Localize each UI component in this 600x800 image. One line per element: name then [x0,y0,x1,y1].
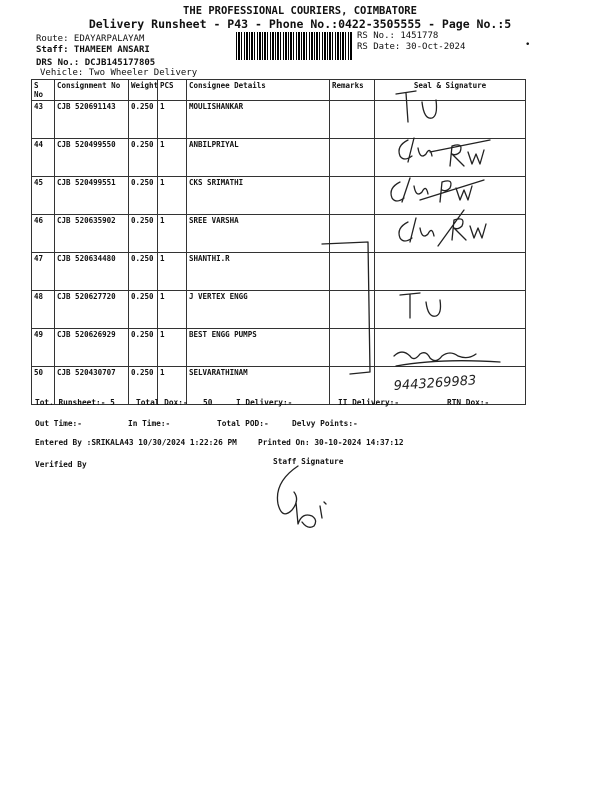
cell-seal [375,215,526,253]
cell-remarks [330,215,375,253]
col-header-sno: S No [32,80,55,101]
cell-remarks [330,253,375,291]
cell-weight: 0.250 [129,329,158,367]
ii-delivery: II Delivery:- [338,398,400,407]
cell-pcs: 1 [158,139,187,177]
cell-sno: 48 [32,291,55,329]
cell-consignee: SELVARATHINAM [187,367,330,405]
cell-seal [375,177,526,215]
cell-remarks [330,177,375,215]
cell-consignment: CJB 520626929 [55,329,129,367]
cell-weight: 0.250 [129,367,158,405]
table-row [32,139,526,177]
runsheet-title: Delivery Runsheet - P43 - Phone No.:0422-3505555 - Page No.:5 [88,17,512,31]
rs-number: RS No.: 1451778 [357,31,439,41]
runsheet-table [31,79,526,405]
cell-sno: 50 [32,367,55,405]
staff-signature-mark [268,462,348,532]
cell-consignee: J VERTEX ENGG [187,291,330,329]
i-delivery: I Delivery:- [236,398,293,407]
cell-pcs: 1 [158,367,187,405]
cell-consignee: BEST ENGG PUMPS [187,329,330,367]
cell-pcs: 1 [158,291,187,329]
rs-date: RS Date: 30-Oct-2024 [357,42,466,52]
col-header-consignee: Consignee Details [187,80,330,101]
cell-seal [375,101,526,139]
cell-consignee: SREE VARSHA [187,215,330,253]
handwritten-phone: 9443269983 [393,373,477,394]
cell-weight: 0.250 [129,177,158,215]
cell-weight: 0.250 [129,215,158,253]
cell-remarks [330,329,375,367]
verified-by: Verified By [35,460,87,469]
table-row [32,101,526,139]
cell-weight: 0.250 [129,101,158,139]
cell-seal [375,291,526,329]
company-name: THE PROFESSIONAL COURIERS, COIMBATORE [183,5,417,17]
cell-consignment: CJB 520691143 [55,101,129,139]
cell-consignee: CKS SRIMATHI [187,177,330,215]
drs-number: DRS No.: DCJB145177805 [36,58,156,68]
cell-sno: 43 [32,101,55,139]
total-dox-value: 50 [203,398,213,407]
cell-consignment: CJB 520430707 [55,367,129,405]
cell-sno: 49 [32,329,55,367]
cell-consignment: CJB 520634480 [55,253,129,291]
staff: Staff: THAMEEM ANSARI [36,45,150,55]
table-row [32,329,526,367]
cell-sno: 44 [32,139,55,177]
rtn-dox: RTN Dox:- [447,398,490,407]
printed-on: Printed On: 30-10-2024 14:37:12 [258,438,404,447]
cell-weight: 0.250 [129,253,158,291]
delvy-points: Delvy Points:- [292,419,358,428]
cell-weight: 0.250 [129,139,158,177]
route: Route: EDAYARPALAYAM [36,34,145,44]
col-header-pcs: PCS [158,80,187,101]
table-row [32,291,526,329]
entered-by: Entered By :SRIKALA43 10/30/2024 1:22:26 PM [35,438,237,447]
cell-sno: 46 [32,215,55,253]
cell-sno: 45 [32,177,55,215]
stray-mark: • [525,40,531,50]
out-time: Out Time:- [35,419,82,428]
cell-remarks [330,139,375,177]
cell-consignment: CJB 520499551 [55,177,129,215]
cell-consignment: CJB 520635902 [55,215,129,253]
tot-runsheet: Tot. Runsheet:- 5 [35,398,115,407]
cell-seal [375,139,526,177]
cell-weight: 0.250 [129,291,158,329]
col-header-consignment: Consignment No [55,80,129,101]
table-row [32,215,526,253]
vehicle: Vehicle: Two Wheeler Delivery [40,68,198,78]
total-dox: Total Dox:- [136,398,188,407]
col-header-weight: Weight [129,80,158,101]
cell-seal [375,329,526,367]
cell-consignment: CJB 520627720 [55,291,129,329]
in-time: In Time:- [128,419,171,428]
cell-pcs: 1 [158,329,187,367]
cell-remarks [330,101,375,139]
barcode [236,32,352,60]
cell-pcs: 1 [158,215,187,253]
cell-pcs: 1 [158,253,187,291]
cell-sno: 47 [32,253,55,291]
cell-remarks [330,291,375,329]
staff-signature-label: Staff Signature [273,457,344,466]
table-header-row [32,80,526,101]
cell-seal [375,253,526,291]
table-row [32,177,526,215]
cell-consignment: CJB 520499550 [55,139,129,177]
cell-pcs: 1 [158,101,187,139]
table-row [32,253,526,291]
total-pod: Total POD:- [217,419,269,428]
cell-consignee: MOULISHANKAR [187,101,330,139]
col-header-seal: Seal & Signature [375,80,526,101]
cell-consignee: ANBILPRIYAL [187,139,330,177]
cell-pcs: 1 [158,177,187,215]
col-header-remarks: Remarks [330,80,375,101]
cell-consignee: SHANTHI.R [187,253,330,291]
